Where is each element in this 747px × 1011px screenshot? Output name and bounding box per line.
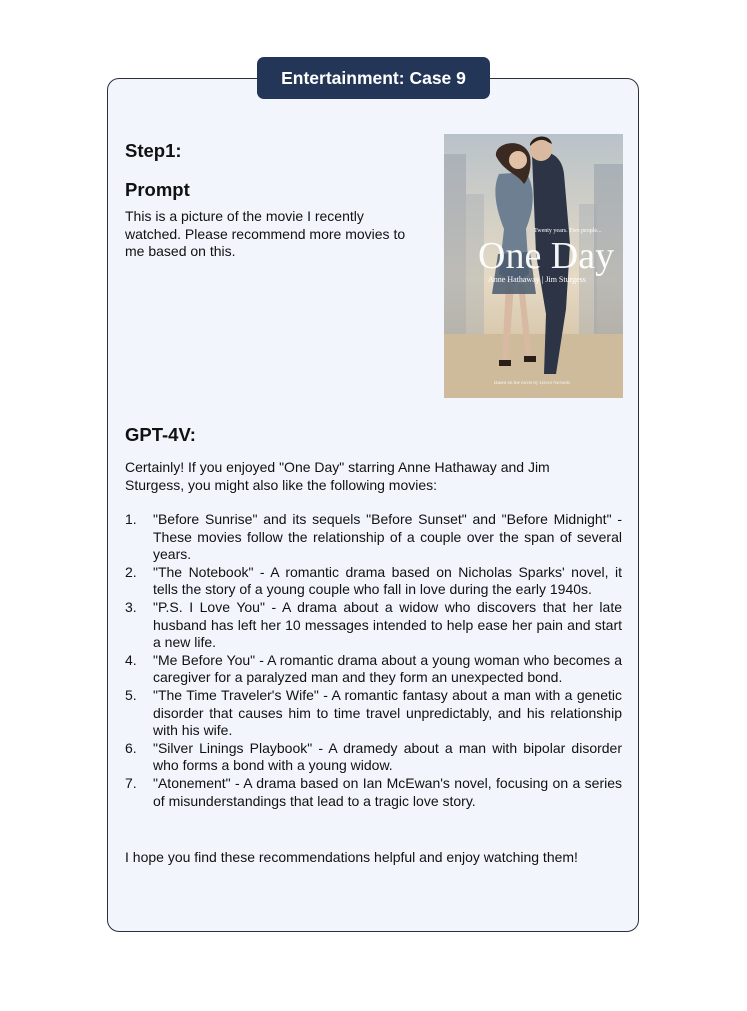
- list-item-text: "The Notebook" - A romantic drama based on Nicholas Sparks' novel, it tells the story of a young couple who fall in love during the early 1940s.: [153, 563, 622, 598]
- list-item: [125, 564, 622, 599]
- list-item: [125, 740, 622, 775]
- poster-shoe: [524, 356, 536, 362]
- poster-footer: Based on the novel by David Nicholls: [494, 381, 571, 386]
- poster-shoe: [499, 360, 511, 366]
- list-item-text: "Silver Linings Playbook" - A dramedy about a man with bipolar disorder who forms a bond with a young widow.: [153, 739, 622, 774]
- list-item-number: 1.: [125, 511, 137, 527]
- response-closing: I hope you find these recommendations helpful and enjoy watching them!: [125, 849, 578, 865]
- list-item: [125, 652, 622, 687]
- gpt4v-heading: GPT-4V:: [125, 424, 196, 445]
- poster-cast: Anne Hathaway | Jim Sturgess: [488, 275, 586, 284]
- list-item-text: "Before Sunrise" and its sequels "Before Sunset" and "Before Midnight" - These movies follow the relationship of a couple over the span of several years.: [153, 511, 622, 563]
- list-item-text: "Me Before You" - A romantic drama about a young woman who becomes a caregiver for a paralyzed man and they form an unexpected bond.: [153, 651, 622, 686]
- list-item-number: 2.: [125, 563, 137, 580]
- list-item-number: 6.: [125, 739, 137, 756]
- poster-woman-head: [509, 151, 527, 169]
- step-heading: Step1:: [125, 140, 182, 161]
- list-item-text: "The Time Traveler's Wife" - A romantic fantasy about a man with a genetic disorder that causes him to time travel unpredictably, and his relationship with his wife.: [153, 686, 622, 739]
- response-intro: Certainly! If you enjoyed "One Day" starring Anne Hathaway and Jim Sturgess, you might also like the following movies:: [125, 459, 550, 493]
- list-item-number: 7.: [125, 774, 137, 791]
- poster-street: [444, 334, 623, 398]
- list-item: [125, 599, 622, 652]
- movie-poster: [444, 134, 623, 398]
- recommendation-list: [125, 511, 622, 810]
- case-title-badge: Entertainment: Case 9: [257, 57, 490, 99]
- prompt-heading: Prompt: [125, 179, 190, 200]
- list-item-text: "P.S. I Love You" - A drama about a widow who discovers that her late husband has left her 10 messages intended to help ease her pain and start a new life.: [153, 598, 622, 651]
- poster-illustration: [444, 134, 623, 398]
- list-item: [125, 511, 622, 564]
- list-item-number: 4.: [125, 651, 137, 668]
- list-item-text: "Atonement" - A drama based on Ian McEwan's novel, focusing on a series of misunderstandings that lead to a tragic love story.: [153, 774, 622, 809]
- list-item: [125, 687, 622, 740]
- poster-title: One Day: [478, 235, 615, 277]
- poster-building: [444, 154, 466, 334]
- list-item: [125, 775, 622, 810]
- prompt-text: This is a picture of the movie I recently watched. Please recommend more movies to me based on this.: [125, 208, 406, 259]
- poster-tagline: Twenty years. Two people...: [534, 228, 602, 234]
- list-item-number: 3.: [125, 598, 137, 615]
- list-item-number: 5.: [125, 686, 137, 703]
